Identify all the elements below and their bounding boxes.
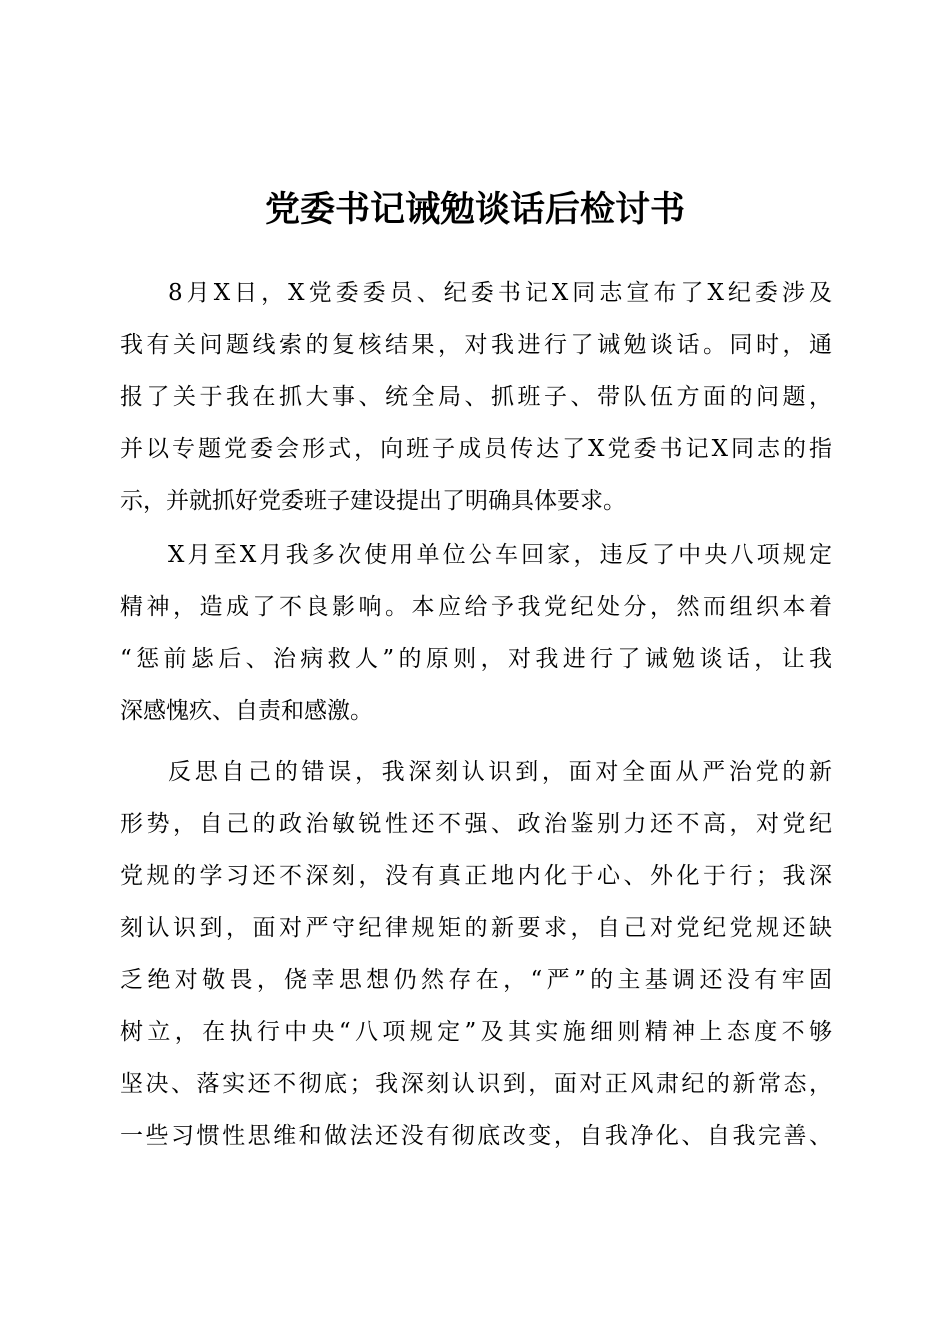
text-line: “惩前毖后、治病救人”的原则，对我进行了诫勉谈话，让我 <box>120 646 832 672</box>
text-line: 形势，自己的政治敏锐性还不强、政治鉴别力还不高，对党纪 <box>120 811 832 837</box>
text-line: 8月X日，X党委委员、纪委书记X同志宣布了X纪委涉及 <box>168 280 832 306</box>
paragraph-3 <box>120 746 832 1162</box>
text-line: 党规的学习还不深刻，没有真正地内化于心、外化于行；我深 <box>120 863 832 889</box>
text-line: 乏绝对敬畏，侥幸思想仍然存在，“严”的主基调还没有牢固 <box>120 967 832 993</box>
text-line: 示，并就抓好党委班子建设提出了明确具体要求。 <box>120 488 626 514</box>
text-line: 树立，在执行中央“八项规定”及其实施细则精神上态度不够 <box>120 1019 832 1045</box>
text-line: 精神，造成了不良影响。本应给予我党纪处分，然而组织本着 <box>120 594 832 620</box>
text-line: 反思自己的错误，我深刻认识到，面对全面从严治党的新 <box>168 759 832 785</box>
paragraph-1 <box>120 267 832 527</box>
text-line: 深感愧疚、自责和感激。 <box>120 698 373 724</box>
paragraph-2 <box>120 529 832 737</box>
text-line: 并以专题党委会形式，向班子成员传达了X党委书记X同志的指 <box>120 436 832 462</box>
text-line: 我有关问题线索的复核结果，对我进行了诫勉谈话。同时，通 <box>120 332 832 358</box>
text-line: 刻认识到，面对严守纪律规矩的新要求，自己对党纪党规还缺 <box>120 915 832 941</box>
document-title: 党委书记诫勉谈话后检讨书 <box>264 189 685 230</box>
text-line: 坚决、落实还不彻底；我深刻认识到，面对正风肃纪的新常态， <box>120 1071 832 1097</box>
text-line: 报了关于我在抓大事、统全局、抓班子、带队伍方面的问题， <box>120 384 832 410</box>
text-line: X月至X月我多次使用单位公车回家，违反了中央八项规定 <box>168 542 832 568</box>
text-line: 一些习惯性思维和做法还没有彻底改变，自我净化、自我完善、 <box>120 1123 832 1149</box>
